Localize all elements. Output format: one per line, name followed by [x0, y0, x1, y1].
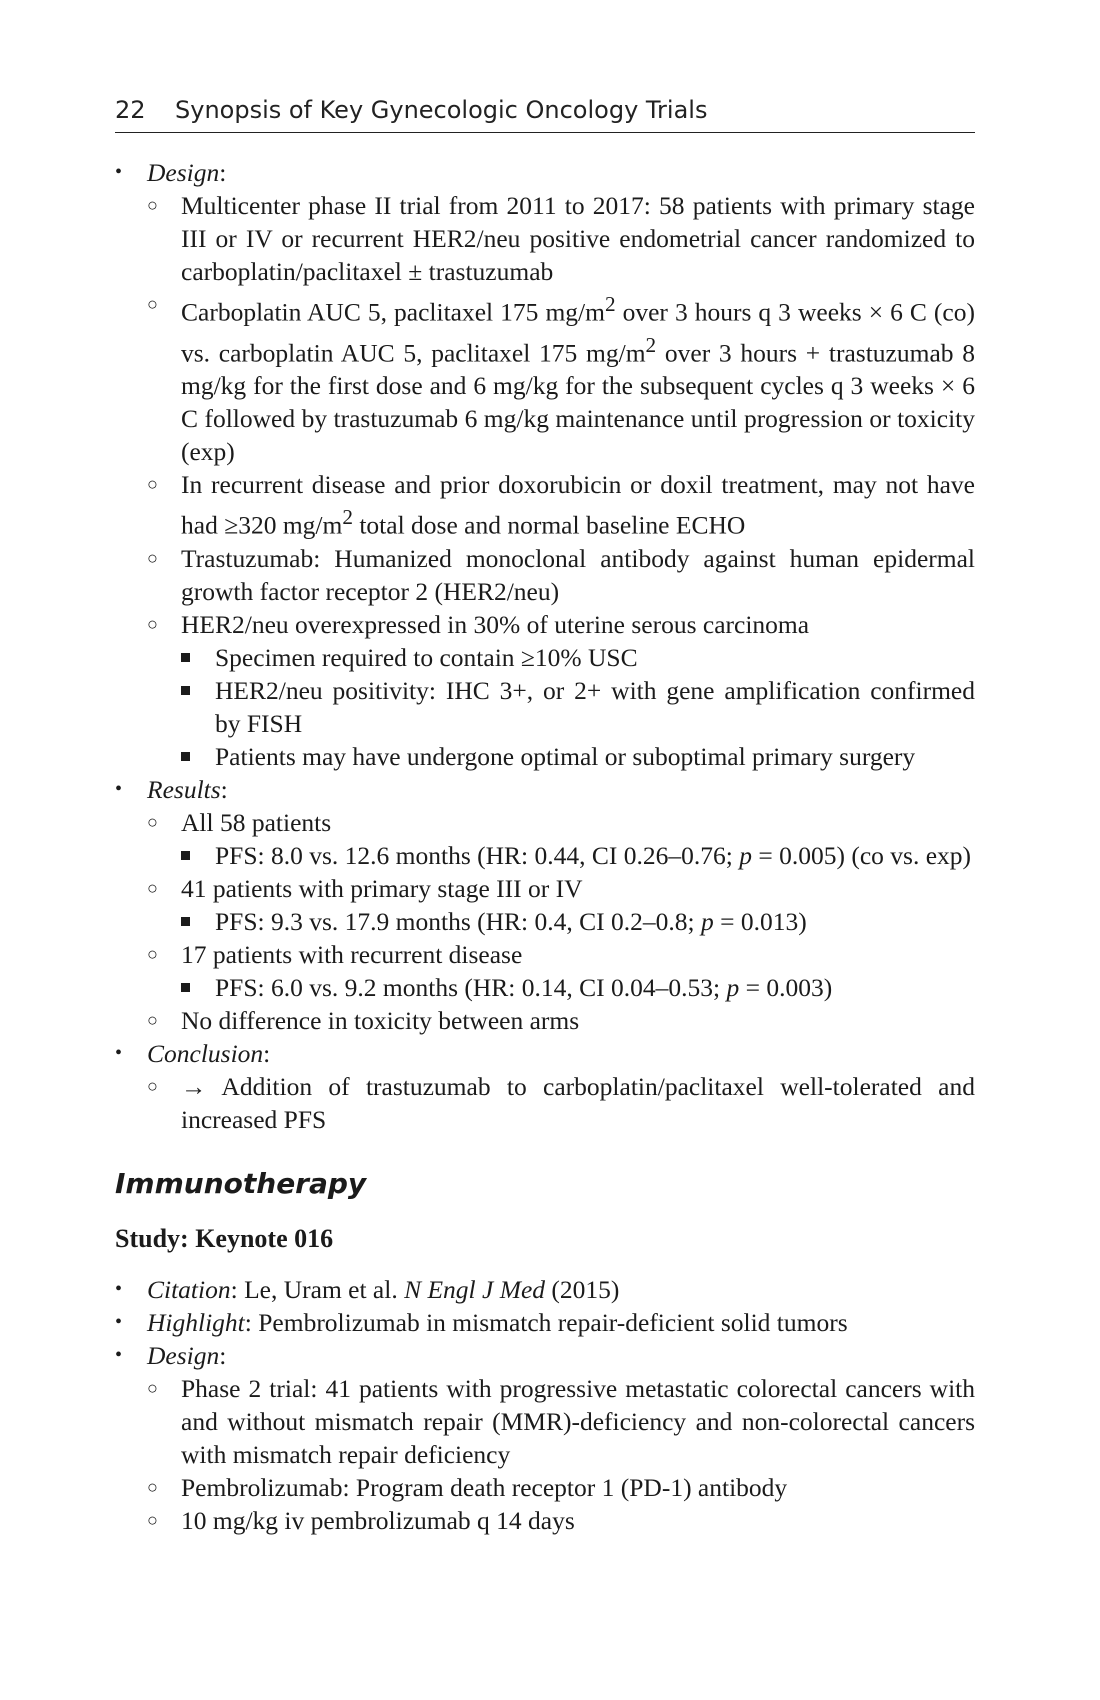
- circle-marker: ○: [147, 811, 158, 832]
- results-pfs: PFS: 8.0 vs. 12.6 months (HR: 0.44, CI 0.26–0.76; p = 0.005) (co vs. exp): [115, 839, 975, 872]
- bullet-marker: •: [115, 777, 123, 800]
- circle-marker: ○: [147, 474, 158, 494]
- square-marker: [181, 752, 190, 761]
- page-number: 22: [115, 96, 146, 124]
- circle-marker: ○: [147, 1476, 158, 1497]
- circle-marker: ○: [147, 943, 158, 964]
- design-item: ○ Phase 2 trial: 41 patients with progressive metastatic colorectal cancers with and without mismatch repair (MMR)-deficiency and non-colorectal cancers with mismatch repair deficiency: [147, 1373, 975, 1469]
- circle-marker: ○: [147, 547, 158, 568]
- conclusion-label: Conclusion: [147, 1038, 264, 1068]
- study-title: Study: Keynote 016: [115, 1223, 334, 1253]
- results-group: ○ 17 patients with recurrent disease: [147, 939, 523, 969]
- conclusion-bullet: • Conclusion:: [115, 1038, 271, 1068]
- circle-marker: ○: [147, 1009, 158, 1030]
- conclusion-item: ○ → Addition of trastuzumab to carboplatin/paclitaxel well-tolerated and increased PFS: [147, 1071, 975, 1134]
- design-subitem: Specimen required to contain ≥10% USC: [115, 641, 975, 674]
- circle-marker: ○: [147, 877, 158, 898]
- results-pfs: PFS: 9.3 vs. 17.9 months (HR: 0.4, CI 0.2–0.8; p = 0.013): [115, 905, 975, 938]
- square-marker: [181, 686, 190, 695]
- results-group: ○ No difference in toxicity between arms: [147, 1005, 580, 1035]
- circle-marker: ○: [147, 1509, 158, 1530]
- design-item: ○ Trastuzumab: Humanized monoclonal antibody against human epidermal growth factor receptor 2 (HER2/neu): [147, 543, 975, 606]
- page-content: [115, 156, 975, 1537]
- circle-marker: ○: [147, 1377, 158, 1398]
- design-bullet: • Design:: [115, 158, 227, 187]
- square-marker: [181, 653, 190, 662]
- design-subitem: HER2/neu positivity: IHC 3+, or 2+ with gene amplification confirmed by FISH: [115, 674, 975, 740]
- design-item: ○ Carboplatin AUC 5, paclitaxel 175 $mg/m^2$ over 3 hours q 3 weeks × 6 C (co) vs. carboplatin AUC 5, paclitaxel 175 $mg/m^2$ over 3 hours + trastuzumab 8 mg/kg for the first dose and 6 mg/kg for the subsequent cycles q 3 weeks × 6 C followed by trastuzumab 6 mg/kg maintenance until progression or toxicity (exp): [115, 288, 975, 468]
- bullet-marker: •: [115, 1277, 123, 1300]
- bullet-marker: •: [115, 161, 123, 183]
- square-marker: [181, 851, 190, 860]
- circle-marker: ○: [147, 294, 158, 314]
- design-item: ○ 10 mg/kg iv pembrolizumab q 14 days: [147, 1505, 575, 1535]
- results-label: Results: [147, 774, 221, 804]
- square-marker: [181, 983, 190, 992]
- results-group: ○ All 58 patients: [147, 807, 332, 837]
- citation-bullet: • Citation: Le, Uram et al. N Engl J Med (2015): [115, 1274, 620, 1304]
- results-bullet: • Results:: [115, 774, 228, 804]
- design-label: Design: [147, 158, 220, 187]
- design-item: ○ Multicenter phase II trial from 2011 to 2017: 58 patients with primary stage III or IV or recurrent HER2/neu positive endometrial cancer randomized to carboplatin/paclitaxel ± trastuzumab: [147, 191, 975, 286]
- design-item: ○ Pembrolizumab: Program death receptor 1 (PD-1) antibody: [147, 1472, 788, 1502]
- results-group: ○ 41 patients with primary stage III or IV: [147, 873, 583, 903]
- circle-marker: ○: [147, 195, 158, 215]
- bullet-marker: •: [115, 1343, 123, 1366]
- circle-marker: ○: [147, 1075, 158, 1096]
- bullet-marker: •: [115, 1041, 123, 1064]
- design-subitem: Patients may have undergone optimal or suboptimal primary surgery: [115, 740, 975, 773]
- design-item: ○ HER2/neu overexpressed in 30% of uterine serous carcinoma: [147, 609, 810, 639]
- section-heading: Immunotherapy: [115, 1166, 367, 1200]
- running-header: [115, 90, 975, 133]
- running-title: Synopsis of Key Gynecologic Oncology Trials: [175, 96, 708, 124]
- design-bullet: • Design:: [115, 1340, 227, 1370]
- circle-marker: ○: [147, 613, 158, 634]
- design-item: ○ In recurrent disease and prior doxorubicin or doxil treatment, may not have had ≥320 $mg/m^2$ total dose and normal baseline ECHO: [147, 470, 975, 540]
- highlight-bullet: • Highlight: Pembrolizumab in mismatch repair-deficient solid tumors: [115, 1307, 848, 1337]
- square-marker: [181, 917, 190, 926]
- results-pfs: PFS: 6.0 vs. 9.2 months (HR: 0.14, CI 0.04–0.53; p = 0.003): [115, 971, 975, 1004]
- bullet-marker: •: [115, 1310, 123, 1333]
